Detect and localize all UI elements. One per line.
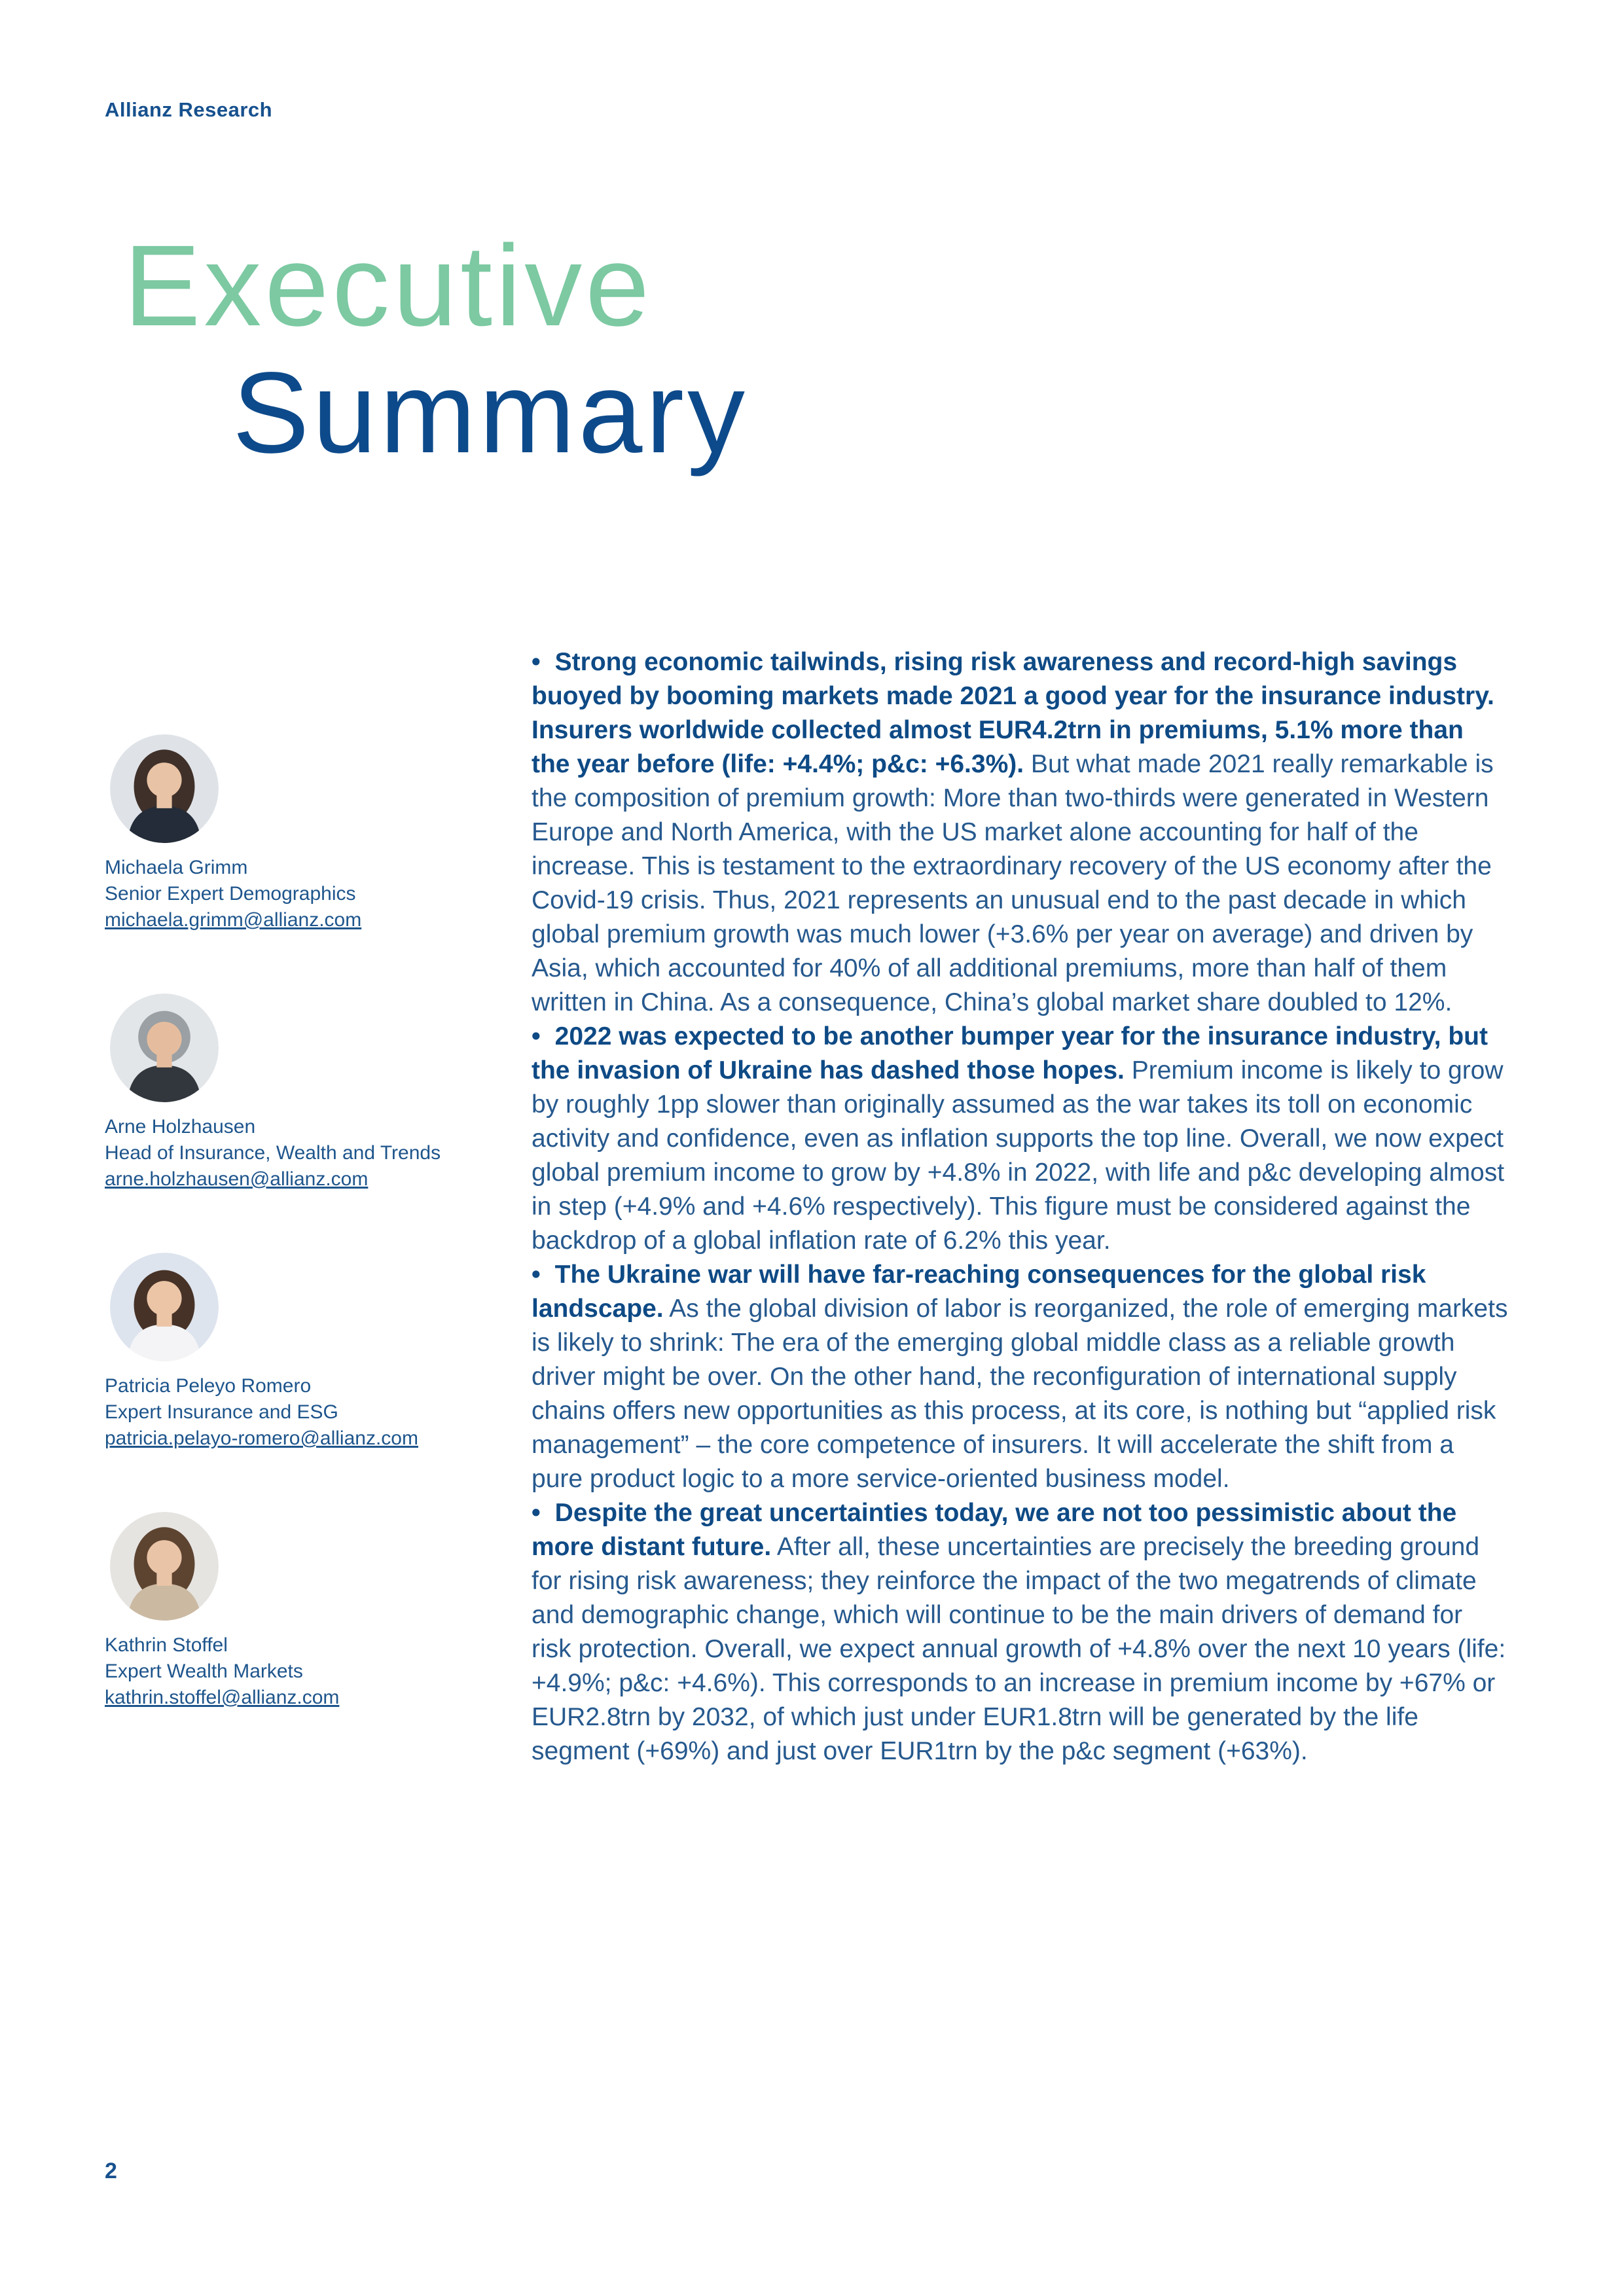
bullet-regular-text: As the global division of labor is reorganized, the role of emerging markets is likely to shrink: The era of the emerging global middle class as a reliable growth driver might be over. On the other hand, the reconfiguration of international supply chains offers new opportunities as this process, at its core, is nothing but “applied risk management” – the core competence of insurers. It will accelerate the shift from a pure product logic to a more service-oriented business model.	[532, 1295, 1508, 1493]
page-number: 2	[105, 2159, 117, 2183]
author-title: Head of Insurance, Wealth and Trends	[105, 1142, 441, 1164]
author-title: Expert Insurance and ESG	[105, 1401, 338, 1423]
bullet-paragraph	[532, 645, 1508, 1020]
author-name: Michaela Grimm	[105, 857, 248, 878]
bullet-marker: •	[532, 648, 541, 676]
authors-column	[105, 734, 537, 1771]
bullet-paragraph	[532, 1258, 1508, 1496]
bullet-marker: •	[532, 1022, 541, 1050]
author-card	[105, 734, 537, 933]
report-header-label: Allianz Research	[105, 98, 273, 121]
author-name: Arne Holzhausen	[105, 1116, 256, 1138]
author-photo	[110, 734, 219, 843]
bullet-bold-text: Despite the great uncertainties today, we are not too pessimistic about the more distant future.	[532, 1499, 1457, 1561]
bullet-regular-text: Premium income is likely to grow by roughly 1pp slower than originally assumed as the war takes its toll on economic activity and confidence, even as inflation supports the top line. Overall, we now expect global premium income to grow by +4.8% in 2022, with life and p&c developing almost in step (+4.9% and +4.6% respectively). This figure must be considered against the backdrop of a global inflation rate of 6.2% this year.	[532, 1056, 1505, 1255]
author-email-link[interactable]: arne.holzhausen@allianz.com	[105, 1168, 369, 1190]
author-name: Patricia Peleyo Romero	[105, 1375, 312, 1397]
page-title-line1: Executive	[124, 222, 653, 350]
page-title-line2: Summary	[232, 349, 748, 477]
author-photo	[110, 994, 219, 1102]
page-title	[124, 223, 748, 476]
author-card	[105, 1253, 537, 1452]
bullet-marker: •	[532, 1261, 541, 1289]
bullet-paragraph	[532, 1496, 1508, 1768]
author-email-link[interactable]: michaela.grimm@allianz.com	[105, 909, 362, 931]
bullet-marker: •	[532, 1499, 541, 1527]
author-email-link[interactable]: patricia.pelayo-romero@allianz.com	[105, 1427, 418, 1449]
author-email-link[interactable]: kathrin.stoffel@allianz.com	[105, 1687, 340, 1708]
author-photo	[110, 1253, 219, 1361]
author-card	[105, 1512, 537, 1711]
bullet-bold-text: 2022 was expected to be another bumper year for the insurance industry, but the invasion of Ukraine has dashed those hopes.	[532, 1022, 1488, 1085]
author-photo	[110, 1512, 219, 1621]
summary-text	[532, 645, 1508, 1768]
author-name: Kathrin Stoffel	[105, 1634, 228, 1656]
author-card	[105, 994, 537, 1193]
bullet-regular-text: After all, these uncertainties are precisely the breeding ground for rising risk awareness; they reinforce the impact of the two megatrends of climate and demographic change, which will continue to be the main drivers of demand for risk protection. Overall, we expect annual growth of +4.8% over the next 10 years (life: +4.9%; p&c: +4.6%). This corresponds to an increase in premium income by +67% or EUR2.8trn by 2032, of which just under EUR1.8trn will be generated by the life segment (+69%) and just over EUR1trn by the p&c segment (+63%).	[532, 1533, 1506, 1765]
bullet-bold-text: The Ukraine war will have far-reaching consequences for the global risk landscape.	[532, 1261, 1426, 1323]
author-title: Expert Wealth Markets	[105, 1660, 303, 1682]
bullet-bold-text: Strong economic tailwinds, rising risk awareness and record-high savings buoyed by booming markets made 2021 a good year for the insurance industry. Insurers worldwide collected almost EUR4.2trn in premiums, 5.1% more than the year before (life: +4.4%; p&c: +6.3%).	[532, 648, 1494, 778]
bullet-paragraph	[532, 1020, 1508, 1258]
author-title: Senior Expert Demographics	[105, 883, 356, 905]
bullet-regular-text: But what made 2021 really remarkable is the composition of premium growth: More than two-thirds were generated in Western Europe and North America, with the US market alone accounting for half of the increase. This is testament to the extraordinary recovery of the US economy after the Covid-19 crisis. Thus, 2021 represents an unusual end to the past decade in which global premium growth was much lower (+3.6% per year on average) and driven by Asia, which accounted for 40% of all additional premiums, more than half of them written in China. As a consequence, China’s global market share doubled to 12%.	[532, 750, 1494, 1016]
